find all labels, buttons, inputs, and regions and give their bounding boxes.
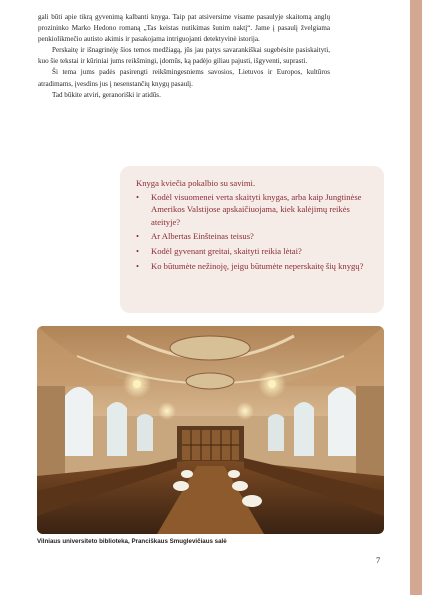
question-text: Ko būtumėte nežinoję, jeigu būtumėte neperskaitę šių knygų? xyxy=(151,260,364,271)
body-text xyxy=(38,12,330,101)
paragraph: gali būti apie tikrą gyvenimą kalbanti knyga. Taip pat atsiversime visame pasaulyje skaitomą anglų prozininko Marko Hedono romaną „Tas keistas nutikimas šunim naktį“. Jame į pasaulį žvelgiama penkiolikmečio autisto akimis ir pasakojama intriguojanti detektyvinė istorija. xyxy=(38,13,330,44)
page-number: 7 xyxy=(376,555,381,565)
question-text: Kodėl visuomenei verta skaityti knygas, arba kaip Jungtinėse Amerikos Valstijose apskaičiuojama, kiek kalėjimų reikės ateityje? xyxy=(151,191,362,227)
question-item xyxy=(136,245,372,258)
question-list xyxy=(136,191,372,273)
question-text: Kodėl gyvenant greitai, skaityti reikia lėtai? xyxy=(151,245,302,256)
question-item xyxy=(136,230,372,243)
paragraph: Ši tema jums padės pasirengti reikšmingesniems savosios, Lietuvos ir Europos, kultūros atradimams, įvesdins jus į nesenstančių knygų pasaulį. xyxy=(38,68,330,88)
question-item xyxy=(136,191,372,229)
bullet-icon: • xyxy=(136,260,140,271)
bullet-icon: • xyxy=(136,191,140,202)
library-hall-photo xyxy=(37,326,384,534)
paragraph: Perskaitę ir išnagrinėję šios temos medžiagą, jūs jau patys savarankiškai sugebėsite pasiskaityti, kuo šie tekstai ir kūriniai jums reikšmingi, įdomūs, ką padėjo giliau pajusti, išgyventi, suprasti. xyxy=(38,46,330,66)
page-edge-band xyxy=(410,0,422,595)
paragraph: Tad būkite atviri, geranoriški ir atidūs. xyxy=(52,90,161,99)
bullet-icon: • xyxy=(136,231,140,242)
discussion-intro: Knyga kviečia pokalbio su savimi. xyxy=(136,178,256,188)
question-text: Ar Albertas Einšteinas teisus? xyxy=(151,231,254,242)
question-item xyxy=(136,260,372,273)
photo-caption: Vilniaus universiteto biblioteka, Pranciškaus Smuglevičiaus salė xyxy=(37,538,227,545)
discussion-box xyxy=(120,166,384,313)
bullet-icon: • xyxy=(136,245,140,256)
